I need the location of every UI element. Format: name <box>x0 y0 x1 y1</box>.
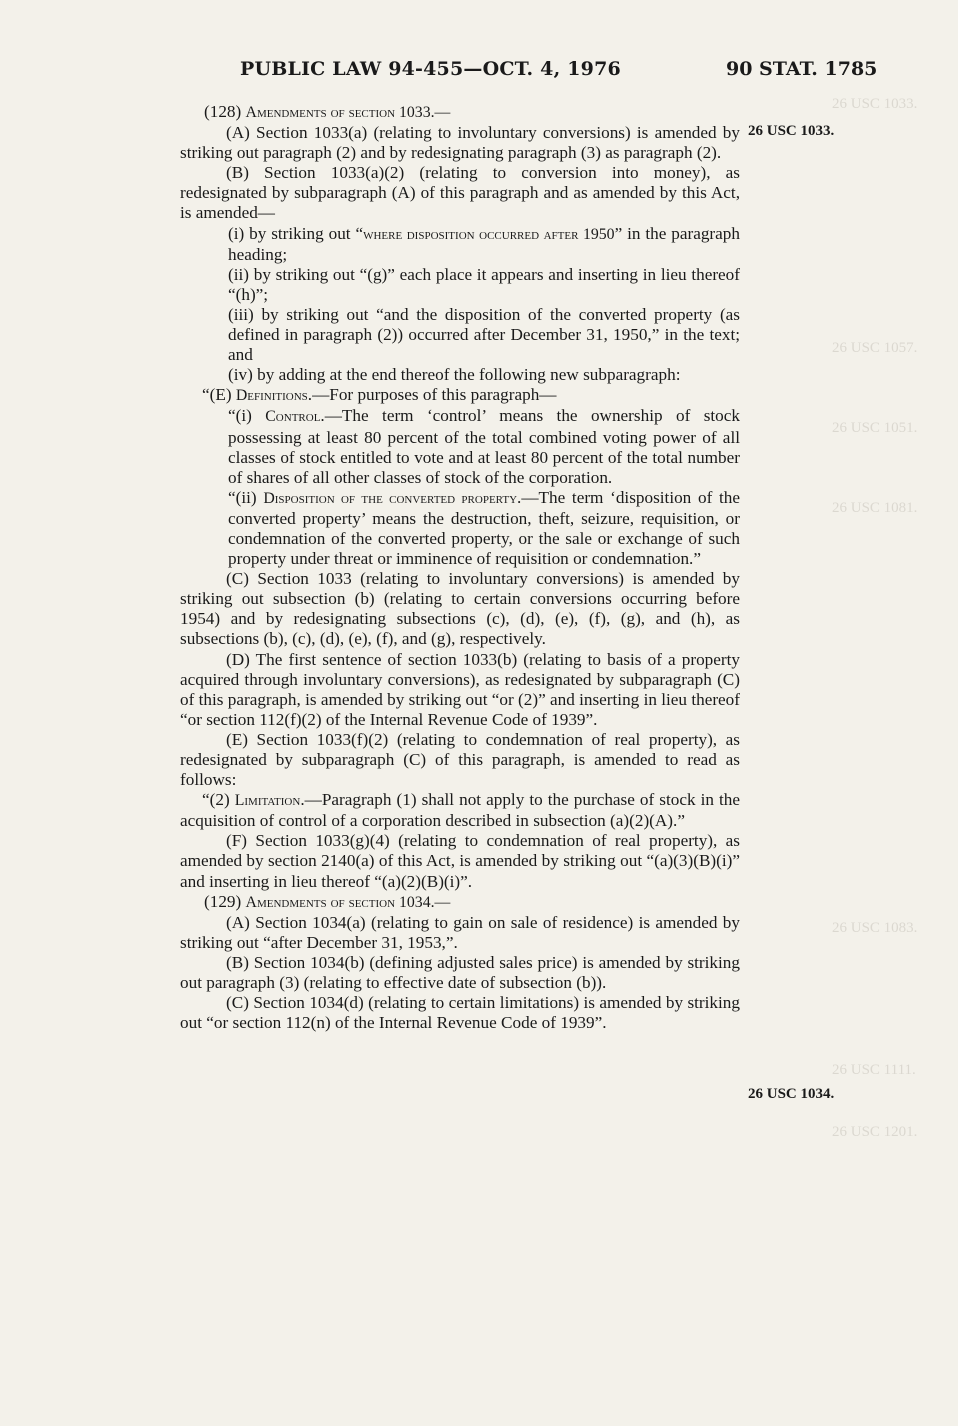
paragraph-suffix: .—The term ‘control’ means the ownership of stock possessing at least 80 percent of the total combined voting power of all classes of stock entitled to vote and at least 80 percent of the total number of shares of all other classes of stock of the corporation. <box>228 406 740 487</box>
paragraph-text: (A) Section 1034(a) (relating to gain on sale of residence) is amended by striking out “after December 31, 1953,”. <box>180 912 740 952</box>
paragraph-text: (A) Section 1033(a) (relating to involuntary conversions) is amended by striking out paragraph (2) and by redesignating paragraph (3) as paragraph (2). <box>180 123 740 163</box>
small-caps-heading: where disposition occurred after 1950 <box>363 225 615 243</box>
statute-paragraph <box>180 730 740 790</box>
paragraph-text: (iv) by adding at the end thereof the following new subparagraph: <box>228 365 681 385</box>
statute-paragraph <box>180 123 740 163</box>
paragraph-suffix: .—Paragraph (1) shall not apply to the purchase of stock in the acquisition of control of a corporation described in subsection (a)(2)(A).” <box>180 790 741 831</box>
small-caps-heading: Control <box>265 408 321 426</box>
statute-paragraph <box>180 993 740 1033</box>
statute-paragraph <box>180 163 740 223</box>
paragraph-prefix: “(ii) <box>228 487 264 507</box>
law-title: PUBLIC LAW 94-455—OCT. 4, 1976 <box>240 58 621 80</box>
statute-paragraph <box>180 790 740 831</box>
bleed-through-note: 26 USC 1083. <box>832 920 918 936</box>
paragraph-prefix: “(i) <box>228 406 266 426</box>
statute-paragraph <box>180 365 740 385</box>
paragraph-text: (C) Section 1033 (relating to involuntary conversions) is amended by striking out subsection (b) (relating to certain conversions occurring before 1954) and by redesignating subsections (c), (d), (e), (f), (g), and (h), as subsections (b), (c), (d), (e), (f), and (g), respectively. <box>180 569 740 649</box>
statute-text <box>180 102 740 1033</box>
statute-paragraph <box>180 953 740 993</box>
bleed-through-note: 26 USC 1111. <box>832 1062 916 1078</box>
paragraph-prefix: (i) by striking out “ <box>228 223 364 243</box>
paragraph-prefix: “(E) <box>202 385 236 405</box>
paragraph-text: (E) Section 1033(f)(2) (relating to condemnation of real property), as redesignated by subparagraph (C) of this paragraph, is amended to read as follows: <box>180 729 740 790</box>
paragraph-prefix: “(2) <box>202 790 235 810</box>
statute-paragraph <box>180 385 740 406</box>
statute-paragraph <box>180 650 740 730</box>
paragraph-suffix: .—The term ‘disposition of the converted property’ means the destruction, theft, seizure, requisition, or condemnation of the converted property, or the sale or exchange of such property under threat or imminence of requisition or condemnation.” <box>228 487 740 569</box>
paragraph-text: (B) Section 1034(b) (defining adjusted sales price) is amended by striking out paragraph (3) (relating to effective date of subsection (b)). <box>180 952 740 993</box>
statute-paragraph <box>180 224 740 265</box>
margin-note-usc-1034: 26 USC 1034. <box>748 1086 835 1102</box>
small-caps-heading: Definitions <box>235 387 308 405</box>
bleed-through-note: 26 USC 1201. <box>832 1124 918 1140</box>
statute-paragraph <box>180 913 740 953</box>
statute-paragraph <box>180 831 740 891</box>
paragraph-text: (D) The first sentence of section 1033(b) (relating to basis of a property acquired through involuntary conversions), as redesignated by subparagraph (C) of this paragraph, is amended by striking out “or (2)” and inserting in lieu thereof “or section 112(f)(2) of the Internal Revenue Code of 1939”. <box>180 649 740 729</box>
bleed-through-note: 26 USC 1081. <box>832 500 918 516</box>
small-caps-heading: Amendments of section 1033.— <box>245 104 451 121</box>
statute-paragraph <box>180 102 740 123</box>
paragraph-text: (C) Section 1034(d) (relating to certain limitations) is amended by striking out “or section 112(n) of the Internal Revenue Code of 1939”. <box>180 993 740 1033</box>
statute-paragraph <box>180 892 740 913</box>
statute-paragraph <box>180 569 740 649</box>
margin-note-usc-1033: 26 USC 1033. <box>748 123 835 139</box>
paragraph-suffix: .—For purposes of this paragraph— <box>307 385 557 405</box>
statute-paragraph <box>180 406 740 487</box>
paragraph-suffix: ” in the paragraph heading; <box>228 223 740 264</box>
bleed-through-note: 26 USC 1051. <box>832 420 918 436</box>
paragraph-prefix: (129) <box>204 891 246 911</box>
small-caps-heading: Amendments of section 1034.— <box>245 893 451 911</box>
paragraph-text: (iii) by striking out “and the disposition of the converted property (as defined in paragraph (2)) occurred after December 31, 1950,” in the text; and <box>228 304 740 365</box>
small-caps-heading: Limitation <box>234 792 301 810</box>
paragraph-prefix: (128) <box>204 102 246 121</box>
paragraph-text: (ii) by striking out “(g)” each place it appears and inserting in lieu thereof “(h)”; <box>228 264 740 304</box>
bleed-through-note: 26 USC 1033. <box>832 96 918 112</box>
statute-paragraph <box>180 305 740 365</box>
stat-reference: 90 STAT. 1785 <box>726 58 878 80</box>
statute-paragraph <box>180 488 740 569</box>
small-caps-heading: Disposition of the converted property <box>263 489 518 507</box>
paragraph-text: (B) Section 1033(a)(2) (relating to conversion into money), as redesignated by subparagraph (A) of this paragraph and as amended by this Act, is amended— <box>180 163 740 223</box>
statute-paragraph <box>180 265 740 305</box>
paragraph-text: (F) Section 1033(g)(4) (relating to condemnation of real property), as amended by section 2140(a) of this Act, is amended by striking out “(a)(3)(B)(i)” and inserting in lieu thereof “(a)(2)(B)(i)”. <box>180 831 740 891</box>
bleed-through-note: 26 USC 1057. <box>832 340 918 356</box>
